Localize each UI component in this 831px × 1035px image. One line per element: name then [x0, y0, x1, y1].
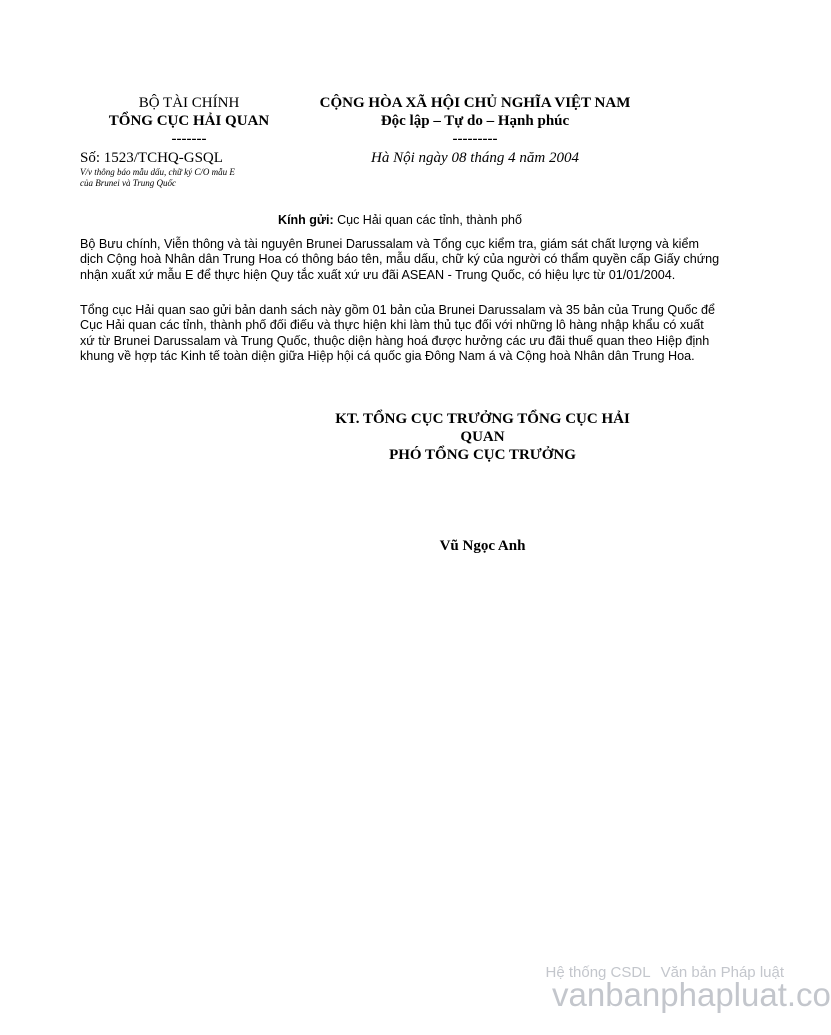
- watermark-caption-part-1: Hệ thống CSDL: [545, 964, 651, 981]
- document-subject: [80, 167, 300, 189]
- agency-name: TỔNG CỤC HẢI QUAN: [108, 113, 270, 129]
- place-and-date: Hà Nội ngày 08 tháng 4 năm 2004: [371, 150, 579, 166]
- agency-divider: -------: [171, 131, 207, 147]
- signature-title-line-2: QUAN: [460, 429, 505, 445]
- recipient-value: Cục Hải quan các tỉnh, thành phố: [333, 213, 522, 227]
- paragraph-2-text: Tổng cục Hải quan sao gửi bản danh sách này gồm 01 bản của Brunei Darussalam và 35 bản của Trung Quốc để Cục Hải quan các tỉnh, thành phố đối điếu và thực hiện khi làm thủ tục đối với những lô hàng nhập khẩu có xuất xứ từ Brunei Darussalam và Trung Quốc, thuộc diện hàng hoá được hưởng các ưu đãi thuế quan theo Hiệp định khung về hợp tác Kinh tế toàn diện giữa Hiệp hội cá quốc gia Đông Nam á và Cộng hoà Nhân dân Trung Hoa.: [80, 303, 716, 364]
- subject-line-1: V/v thông báo mẫu dấu, chữ ký C/O mẫu E: [80, 167, 235, 177]
- body-paragraph-1: [80, 237, 720, 283]
- recipient-label: Kính gửi:: [278, 213, 334, 227]
- paragraph-1-text: Bộ Bưu chính, Viễn thông và tài nguyên Brunei Darussalam và Tổng cục kiểm tra, giám sát chất lượng và kiểm dịch Cộng hoà Nhân dân Trung Hoa có thông báo tên, mẫu dấu, chữ ký của người có thẩm quyền cấp Giấy chứng nhận xuất xứ mẫu E để thực hiện Quy tắc xuất xứ ưu đãi ASEAN - Trung Quốc, có hiệu lực từ 01/01/2004.: [80, 237, 720, 282]
- body-paragraph-2: [80, 303, 720, 365]
- watermark-caption-part-2: Văn bản Pháp luật: [660, 964, 784, 981]
- national-title-block: [300, 94, 650, 148]
- country-name: CỘNG HÒA XÃ HỘI CHỦ NGHĨA VIỆT NAM: [319, 95, 631, 111]
- issuing-agency-block: [80, 94, 298, 148]
- parent-agency-name: BỘ TÀI CHÍNH: [138, 95, 240, 111]
- document-number: Số: 1523/TCHQ-GSQL: [80, 150, 223, 166]
- signature-title-line-3: PHÓ TỔNG CỤC TRƯỞNG: [389, 447, 576, 463]
- recipient-line: [80, 212, 720, 228]
- motto-divider: ---------: [452, 131, 498, 147]
- national-motto: Độc lập – Tự do – Hạnh phúc: [380, 113, 570, 129]
- signature-title-block: [315, 410, 650, 464]
- watermark-site-name: vanbanphapluat.co: [552, 976, 831, 1013]
- subject-line-2: của Brunei và Trung Quốc: [80, 178, 176, 188]
- signature-title-line-1: KT. TỔNG CỤC TRƯỞNG TỔNG CỤC HẢI: [335, 411, 630, 427]
- signer-name: Vũ Ngọc Anh: [439, 538, 526, 554]
